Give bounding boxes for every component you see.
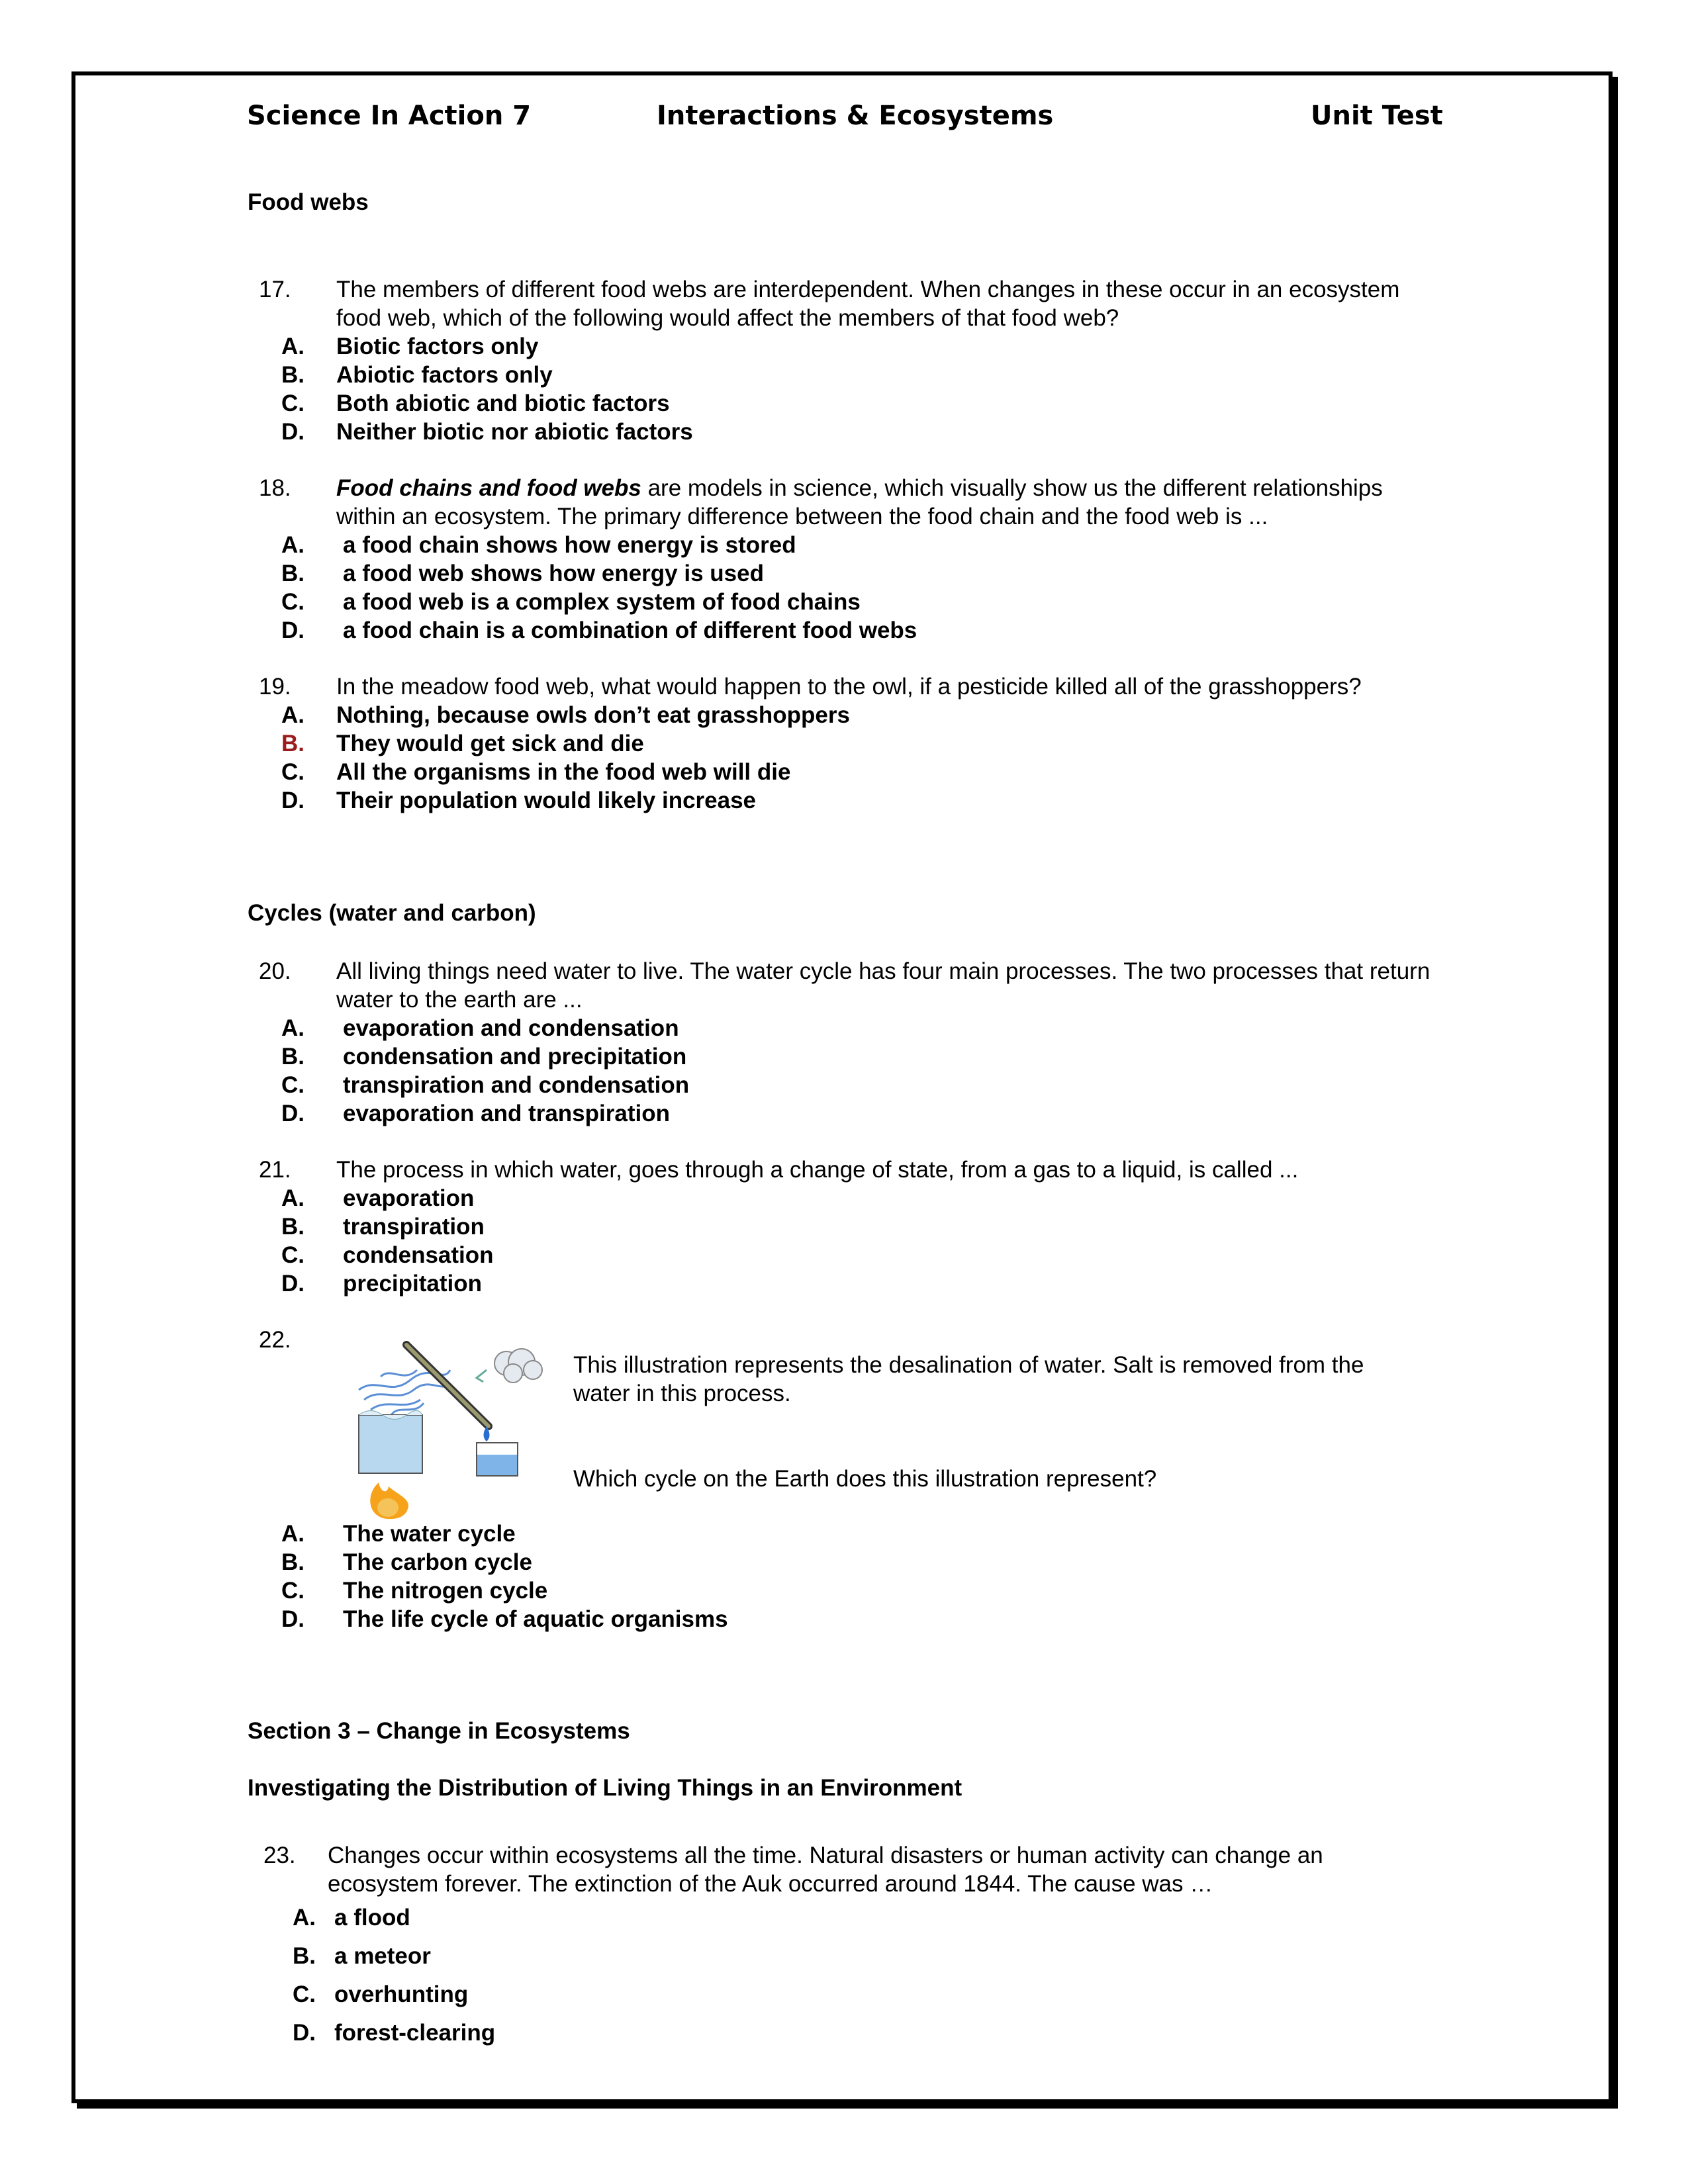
question-text-line: water to the earth are ... [336,987,583,1013]
q21-option-b[interactable] [0,1212,1688,1241]
q18-option-c[interactable] [0,588,1688,616]
question-text-line: ecosystem forever. The extinction of the Auk occurred around 1844. The cause was … [328,1871,1213,1897]
question-text-line: All living things need water to live. The water cycle has four main processes. The two processes that return [336,958,1430,984]
option-text: precipitation [343,1271,483,1297]
question-text [336,474,1528,531]
option-text: a food chain is a combination of different food webs [343,617,917,643]
q19-option-c[interactable] [0,758,1688,786]
option-letter: D. [281,1101,305,1126]
option-text: Biotic factors only [336,334,539,359]
question-number: 20. [259,958,291,984]
subsection-heading-investigating: Investigating the Distribution of Living Things in an Environment [248,1775,962,1801]
option-text: Their population would likely increase [336,788,757,813]
q17-option-a[interactable] [0,332,1688,361]
question-number: 22. [259,1327,291,1353]
option-text: condensation [343,1242,494,1268]
q21-option-a[interactable] [0,1184,1688,1212]
q18-option-b[interactable] [0,559,1688,588]
question-text-line [336,474,1528,502]
section-heading-section-3: Section 3 – Change in Ecosystems [248,1718,630,1744]
q23-option-c[interactable] [0,1980,1688,2009]
option-letter: A. [281,532,305,558]
option-letter: B. [281,1549,305,1575]
option-letter: D. [281,419,305,445]
q22-description [573,1351,1500,1408]
q17-option-c[interactable] [0,389,1688,418]
question-text-line: The members of different food webs are interdependent. When changes in these occur in an ecosystem [336,277,1400,302]
option-text: forest-clearing [334,2020,496,2046]
outflow-arrow-icon [477,1370,487,1382]
q20-option-c[interactable] [0,1071,1688,1099]
question-text [336,1156,1528,1184]
desalination-illustration [351,1337,543,1522]
header-unit-title: Interactions & Ecosystems [657,101,1054,131]
question-text-line: water in this process. [573,1381,791,1406]
q22-option-a[interactable] [0,1520,1688,1548]
option-letter: A. [281,1521,305,1547]
option-text: Abiotic factors only [336,362,553,388]
question-number: 23. [263,1843,296,1868]
q17-option-b[interactable] [0,361,1688,389]
question-number: 19. [259,674,291,700]
beaker-fresh-water-icon [477,1443,518,1476]
question-text-line: within an ecosystem. The primary difference between the food chain and the food web is ... [336,504,1268,529]
emphasis-term: Food chains and food webs [336,475,641,501]
option-text: evaporation and condensation [343,1015,679,1041]
question-text-fragment: are models in science, which visually show us the different relationships [641,475,1383,501]
q19-option-d[interactable] [0,786,1688,815]
option-letter: D. [281,1271,305,1297]
question-text [328,1841,1519,1898]
option-letter: B. [281,1044,305,1069]
option-text: evaporation and transpiration [343,1101,670,1126]
q23-option-d[interactable] [0,2019,1688,2047]
option-text: They would get sick and die [336,731,644,756]
flame-icon [370,1482,408,1519]
question-text-line: The process in which water, goes through a change of state, from a gas to a liquid, is called ... [336,1157,1299,1183]
question-text [336,957,1528,1014]
option-letter: C. [281,1578,305,1604]
question-number: 17. [259,277,291,302]
option-letter: C. [281,1072,305,1098]
option-text: a food web is a complex system of food chains [343,589,861,615]
q20-option-b[interactable] [0,1042,1688,1071]
option-letter: A. [281,702,305,728]
section-heading-food-webs: Food webs [248,189,369,215]
option-letter: D. [281,617,305,643]
q22-option-b[interactable] [0,1548,1688,1576]
option-text: a flood [334,1905,410,1931]
q19-option-a[interactable] [0,701,1688,729]
option-text: a food web shows how energy is used [343,561,764,586]
option-letter: D. [281,1606,305,1632]
q22-option-d[interactable] [0,1605,1688,1633]
option-letter: C. [281,390,305,416]
header-course: Science In Action 7 [247,101,532,131]
question-text-line: Changes occur within ecosystems all the time. Natural disasters or human activity can change an [328,1843,1323,1868]
option-letter: C. [281,759,305,785]
cloud-icon [494,1349,542,1383]
option-text: All the organisms in the food web will die [336,759,791,785]
q21-option-d[interactable] [0,1269,1688,1298]
question-text-line: This illustration represents the desalination of water. Salt is removed from the [573,1352,1364,1378]
option-text: transpiration and condensation [343,1072,690,1098]
option-text: Both abiotic and biotic factors [336,390,670,416]
option-letter: A. [281,1015,305,1041]
option-letter: A. [281,1185,305,1211]
q18-option-a[interactable] [0,531,1688,559]
option-text: The water cycle [343,1521,516,1547]
option-text: Neither biotic nor abiotic factors [336,419,693,445]
header-test-type: Unit Test [1311,101,1443,131]
question-text-line: In the meadow food web, what would happen to the owl, if a pesticide killed all of the grasshoppers? [336,674,1362,700]
option-letter: A. [281,334,305,359]
option-letter: D. [293,2020,316,2046]
q22-question-text: Which cycle on the Earth does this illustration represent? [573,1466,1157,1492]
q21-option-c[interactable] [0,1241,1688,1269]
question-number: 21. [259,1157,291,1183]
option-letter: B. [281,1214,305,1240]
beaker-salt-water-icon [359,1411,422,1474]
option-text: condensation and precipitation [343,1044,687,1069]
option-text: transpiration [343,1214,485,1240]
option-letter: A. [293,1905,316,1931]
option-letter: C. [281,1242,305,1268]
option-text: The carbon cycle [343,1549,532,1575]
option-letter: C. [281,589,305,615]
question-text-line: food web, which of the following would affect the members of that food web? [336,305,1119,331]
q17-option-d[interactable] [0,418,1688,446]
option-text: overhunting [334,1981,469,2007]
option-letter: B. [281,362,305,388]
option-text: Nothing, because owls don’t eat grasshoppers [336,702,850,728]
option-text: evaporation [343,1185,475,1211]
option-text: a food chain shows how energy is stored [343,532,796,558]
q20-option-a[interactable] [0,1014,1688,1042]
question-number: 18. [259,475,291,501]
q19-option-b[interactable] [0,729,1688,758]
q22-option-c[interactable] [0,1576,1688,1605]
q23-option-a[interactable] [0,1903,1688,1932]
q20-option-d[interactable] [0,1099,1688,1128]
q18-option-d[interactable] [0,616,1688,645]
question-text [336,672,1528,701]
q23-option-b[interactable] [0,1942,1688,1970]
option-letter: C. [293,1981,316,2007]
option-text: The nitrogen cycle [343,1578,548,1604]
question-text [336,275,1528,332]
option-letter: D. [281,788,305,813]
option-letter: B. [293,1943,316,1969]
option-text: a meteor [334,1943,431,1969]
option-letter: B. [281,561,305,586]
section-heading-cycles: Cycles (water and carbon) [248,900,536,926]
option-letter-highlighted: B. [281,731,305,756]
option-text: The life cycle of aquatic organisms [343,1606,728,1632]
